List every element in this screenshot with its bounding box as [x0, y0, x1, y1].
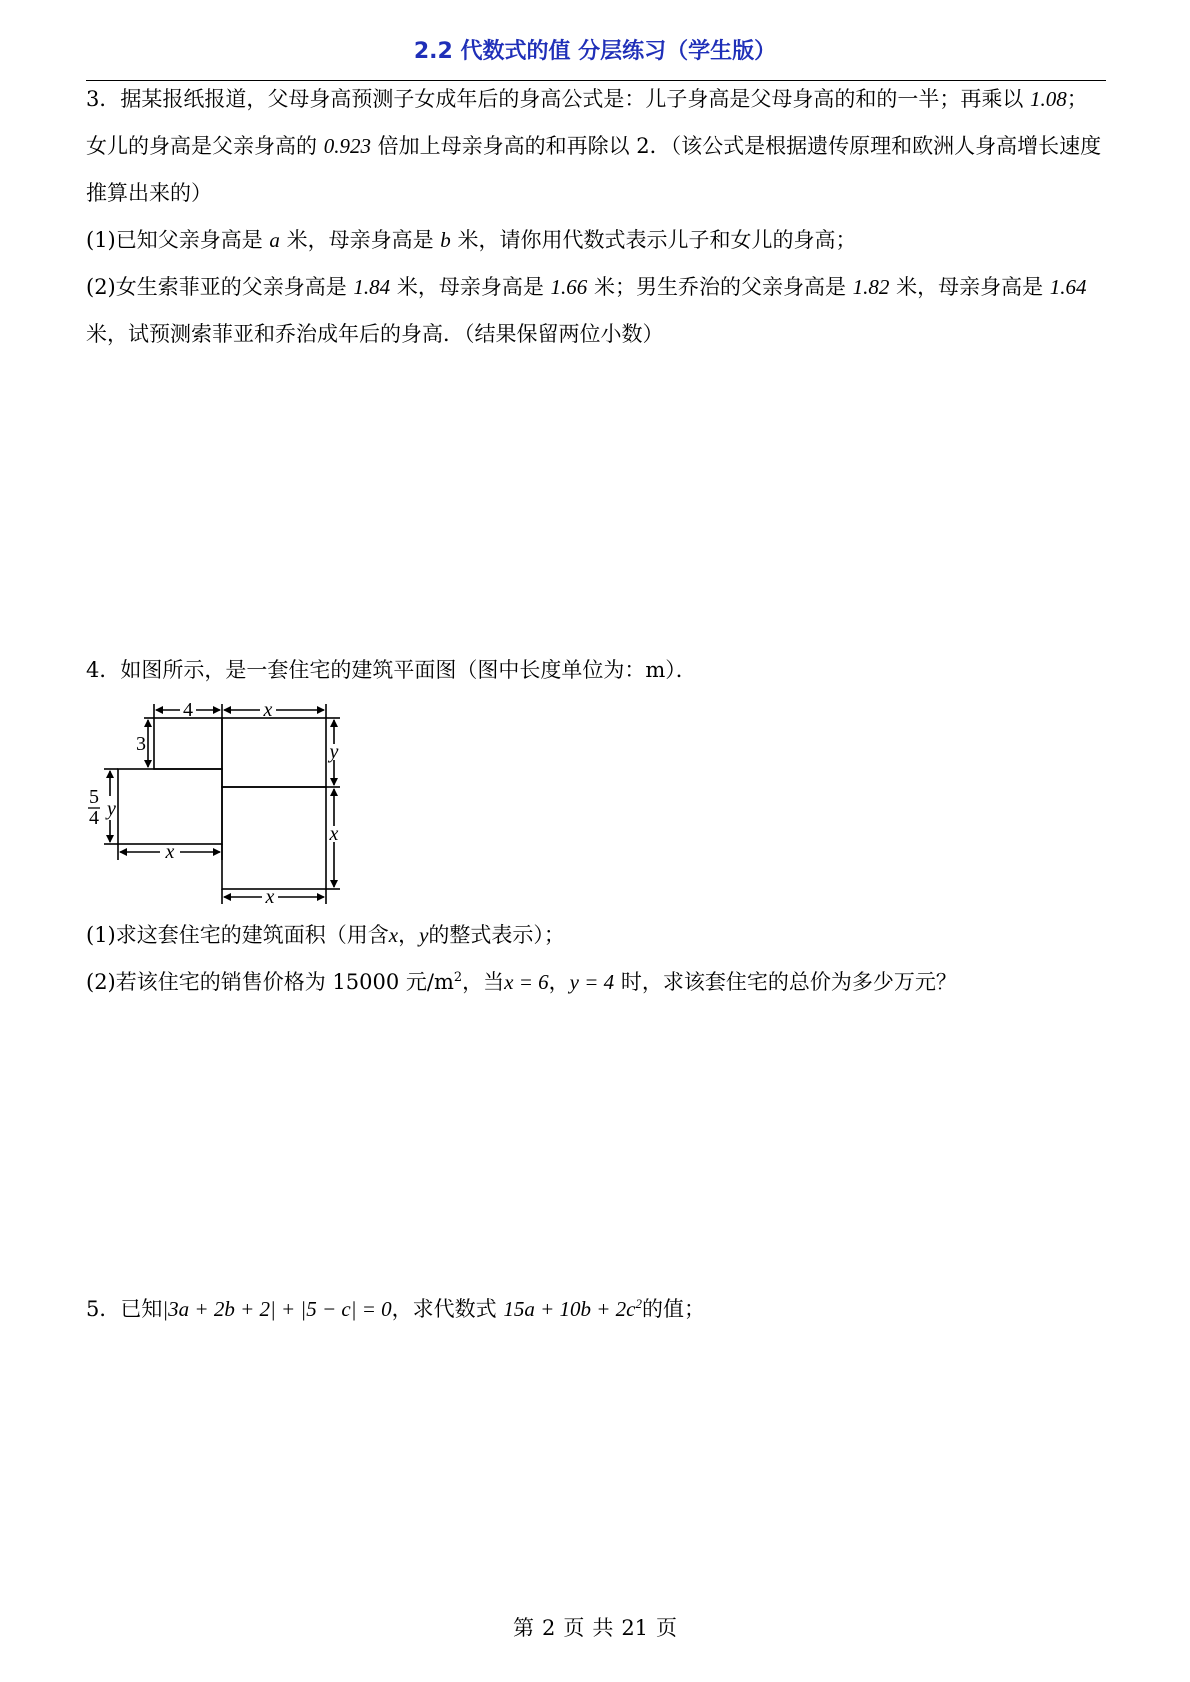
question-4-stem: 4．如图所示，是一套住宅的建筑平面图（图中长度单位为：m）．: [86, 658, 697, 682]
question-3-part-2: (2)女生索菲亚的父亲身高是 1.84 米，母亲身高是 1.66 米；男生乔治的父亲身高是 1.82 米，母亲身高是 1.64 米，试预测索菲亚和乔治成年后的身高．（结果保留两位小数）: [86, 275, 1087, 346]
dim-small-height: 3: [136, 733, 146, 755]
question-4-parts: [86, 912, 1106, 1006]
question-4-part-2: (2)若该住宅的销售价格为 15000 元$/m^2$，当x = 6，y = 4 时，求该套住宅的总价为多少万元？: [86, 970, 957, 994]
right-top-room: [222, 718, 326, 787]
dim-left-height-numerator: 5: [89, 786, 99, 808]
question-3: [86, 76, 1106, 358]
question-4-part-1: (1)求这套住宅的建筑面积（用含x，y的整式表示）；: [86, 923, 565, 947]
right-bottom-room: [222, 787, 326, 889]
total-pages: 21: [621, 1616, 649, 1640]
left-room: [118, 769, 222, 844]
dim-top-right-width: x: [263, 699, 273, 721]
dim-left-height-denominator: 4: [89, 807, 99, 829]
page-footer: 第 2 页 共 21 页: [512, 1616, 678, 1640]
dim-right-bottom-height: x: [329, 823, 339, 845]
dim-bottom-width: x: [265, 886, 275, 908]
dim-top-width: 4: [183, 699, 193, 721]
question-3-part-1: (1)已知父亲身高是 a 米，母亲身高是 b 米，请你用代数式表示儿子和女儿的身高；: [86, 228, 857, 252]
dim-right-top-height: y: [329, 741, 339, 763]
page-number: 2: [541, 1616, 556, 1640]
dim-left-width: x: [165, 841, 175, 863]
small-top-room: [154, 718, 222, 769]
page-title: 2.2 代数式的值 分层练习（学生版）: [413, 39, 777, 64]
dim-left-height-var: y: [107, 798, 116, 820]
question-5: 5．已知|3a + 2b + 2| + |5 − c| = 0，求代数式 $15a + 10b + 2c^2$的值；: [86, 1296, 706, 1321]
question-3-stem: 3．据某报纸报道，父母身高预测子女成年后的身高公式是：儿子身高是父母身高的和的一半；再乘以 1.08；女儿的身高是父亲身高的 0.923 倍加上母亲身高的和再除以 2．（该公式是根据遗传原理和欧洲人身高增长速度推算出来的）: [86, 87, 1102, 205]
floor-plan-figure: [84, 698, 364, 908]
